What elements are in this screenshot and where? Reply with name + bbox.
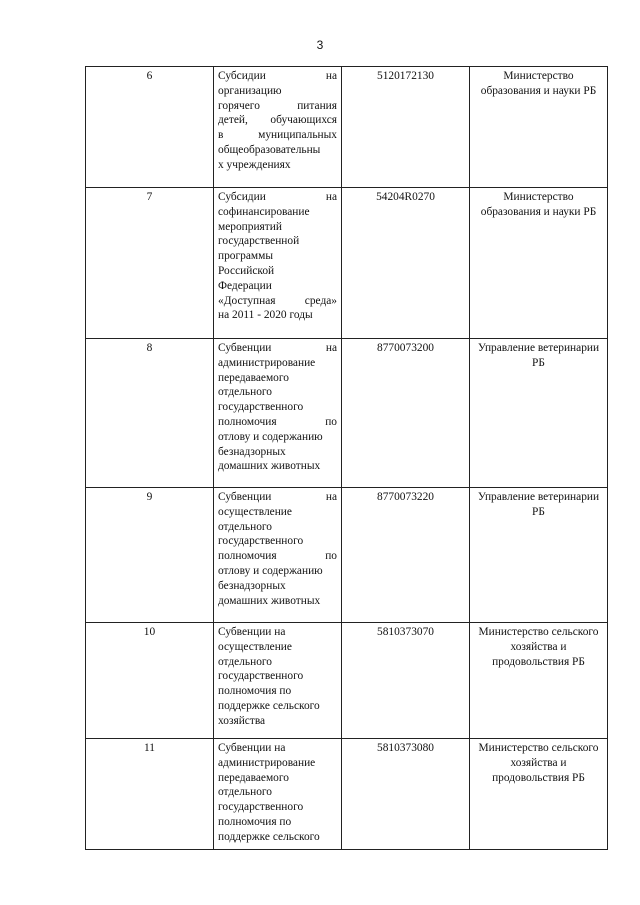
subsidy-name-line: отдельного [218, 386, 272, 399]
responsible-department: Министерство сельского хозяйства и продовольствия РБ [470, 739, 608, 850]
subsidy-name-line: отдельного [218, 786, 272, 799]
subsidy-name-line: осуществление [218, 505, 292, 518]
subsidy-name-line: администрирование [218, 756, 316, 769]
subsidy-name-line: «Доступная среда» [218, 294, 337, 307]
subsidy-name-line: на 2011 - 2020 годы [218, 309, 313, 322]
subsidy-name-line: полномочия по [218, 685, 292, 698]
subsidy-name-line: горячего питания [218, 99, 337, 112]
subsidy-name-line: Субвенции на [218, 342, 337, 354]
responsible-department: Управление ветеринарии РБ [470, 488, 608, 623]
subsidy-name-line: Субвенции на [218, 742, 286, 754]
subsidy-name [214, 339, 342, 488]
row-number: 9 [86, 488, 214, 623]
subsidy-name-line: отлову и содержанию [218, 564, 323, 577]
subsidy-name [214, 488, 342, 623]
subsidy-name-line: отдельного [218, 520, 272, 533]
responsible-department: Министерство образования и науки РБ [470, 188, 608, 339]
subsidy-name-line: полномочия по [218, 415, 337, 428]
subsidy-name-line: организацию [218, 84, 282, 97]
subsidy-name-line: государственного [218, 801, 304, 814]
subsidy-name-line: полномочия по [218, 550, 337, 563]
subsidy-name-line: отлову и содержанию [218, 430, 323, 443]
subsidy-name [214, 67, 342, 188]
page-number: 3 [316, 38, 324, 52]
row-number: 10 [86, 623, 214, 739]
subsidy-name-line: программы [218, 250, 273, 263]
subsidy-name-line: домашних животных [218, 594, 321, 607]
budget-code: 54204R0270 [342, 188, 470, 339]
subsidy-name-line: софинансирование [218, 205, 310, 218]
subsidy-name-line: безнадзорных [218, 445, 286, 458]
subsidy-name-line: государственной [218, 235, 300, 248]
row-number: 7 [86, 188, 214, 339]
table-row [86, 339, 608, 488]
subsidy-name-line: Субвенции на [218, 626, 286, 638]
subsidy-name-line: поддержке сельского [218, 699, 320, 712]
responsible-department: Управление ветеринарии РБ [470, 339, 608, 488]
subsidy-table [85, 66, 608, 850]
table-row [86, 67, 608, 188]
table-row [86, 188, 608, 339]
row-number: 6 [86, 67, 214, 188]
budget-code: 5120172130 [342, 67, 470, 188]
subsidy-name-line: мероприятий [218, 220, 282, 233]
subsidy-name-line: Субвенции на [218, 491, 337, 503]
subsidy-name-line: безнадзорных [218, 579, 286, 592]
subsidy-name-line: Российской [218, 264, 275, 277]
subsidy-name-line: х учреждениях [218, 158, 291, 171]
subsidy-name-line: поддержке сельского [218, 830, 320, 843]
subsidy-name-line: Субсидии на [218, 191, 337, 203]
row-number: 8 [86, 339, 214, 488]
subsidy-name-line: отдельного [218, 655, 272, 668]
subsidy-name-line: государственного [218, 401, 304, 414]
subsidy-name-line: хозяйства [218, 714, 266, 727]
subsidy-name-line: осуществление [218, 640, 292, 653]
subsidy-name-line: государственного [218, 670, 304, 683]
responsible-department: Министерство сельского хозяйства и продовольствия РБ [470, 623, 608, 739]
table-row [86, 488, 608, 623]
subsidy-name-line: в муниципальных [218, 129, 337, 142]
subsidy-name-line: передаваемого [218, 771, 289, 784]
subsidy-name-line: Субсидии на [218, 70, 337, 82]
budget-code: 8770073200 [342, 339, 470, 488]
subsidy-name-line: передаваемого [218, 371, 289, 384]
subsidy-name-line: детей, обучающихся [218, 114, 337, 127]
subsidy-name-line: государственного [218, 535, 304, 548]
subsidy-name [214, 188, 342, 339]
budget-code: 5810373080 [342, 739, 470, 850]
subsidy-name [214, 623, 342, 739]
subsidy-name-line: домашних животных [218, 460, 321, 473]
subsidy-name-line: Федерации [218, 279, 272, 292]
table-row [86, 739, 608, 850]
subsidy-name-line: полномочия по [218, 815, 292, 828]
budget-code: 5810373070 [342, 623, 470, 739]
subsidy-name-line: администрирование [218, 356, 316, 369]
responsible-department: Министерство образования и науки РБ [470, 67, 608, 188]
subsidy-name [214, 739, 342, 850]
table-row [86, 623, 608, 739]
budget-code: 8770073220 [342, 488, 470, 623]
subsidy-name-line: общеобразовательны [218, 143, 321, 156]
row-number: 11 [86, 739, 214, 850]
